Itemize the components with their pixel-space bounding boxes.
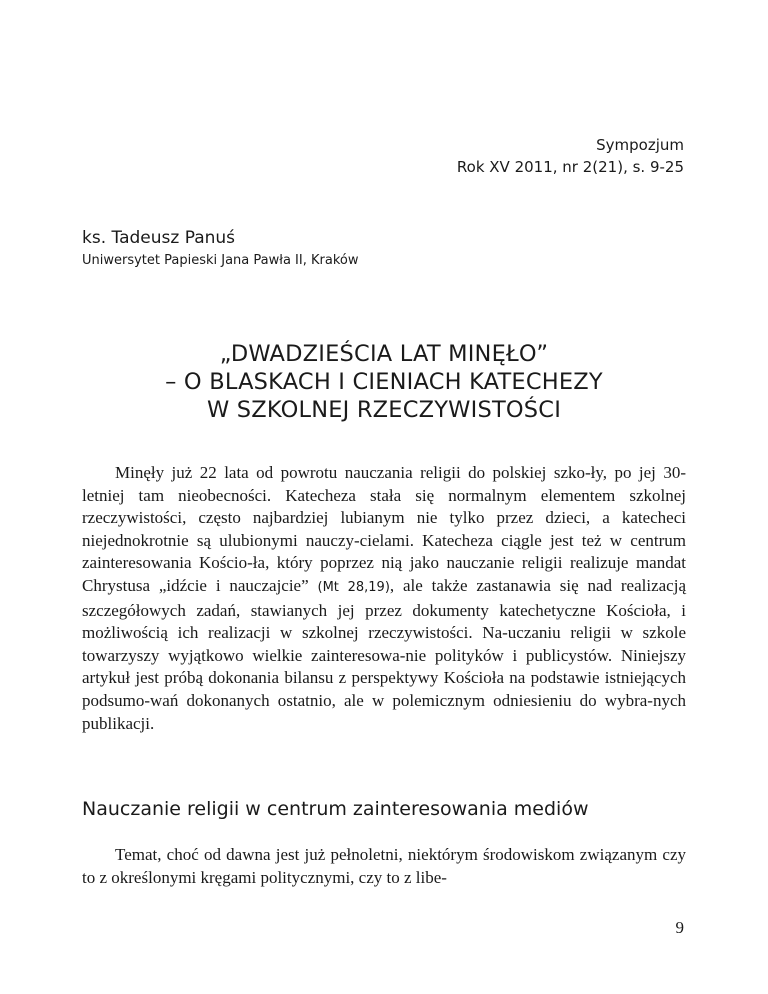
section-paragraph: Temat, choć od dawna jest już pełnoletni, niektórym środowiskom związanym czy to z określonymi kręgami politycznymi, czy to z libe- bbox=[82, 845, 686, 887]
intro-text-2: , ale także zastanawia się nad realizacją szczegółowych zadań, stawianych jej przez dokumenty katechetyczne Kościoła, i możliwością ich realizacji w szkolnej rzeczywistości. Na-uczaniu religii w szkole towarzyszy wyjątkowo wielkie zainteresowa-nie polityków i publicystów. Niniejszy artykuł jest próbą dokonania bilansu z perspektywy Kościoła na podstawie istniejących podsumo-wań dokonanych ostatnio, ale w polemicznym odniesieniu do wybra-nych publikacji. bbox=[82, 575, 686, 733]
author-name: ks. Tadeusz Panuś bbox=[82, 228, 236, 248]
section-body bbox=[82, 844, 686, 889]
section-heading: Nauczanie religii w centrum zainteresowania mediów bbox=[82, 798, 589, 820]
intro-text-1: Minęły już 22 lata od powrotu nauczania religii do polskiej szko-ły, po jej 30-letniej tam nieobecności. Katecheza stała się normalnym elementem szkolnej rzeczywistości, często najbardziej lubianym nie tylko przez dzieci, a katecheci niejednokrotnie są ulubionymi nauczy-cielami. Katecheza ciągle jest też w centrum zainteresowania Kościo-ła, który poprzez nią jako nauczanie religii realizuje mandat Chrystusa „idźcie i nauczajcie” bbox=[82, 463, 686, 595]
bible-reference: (Mt 28,19) bbox=[317, 579, 390, 595]
intro-section bbox=[82, 462, 686, 735]
title-line-1: „DWADZIEŚCIA LAT MINĘŁO” bbox=[219, 341, 549, 367]
title-line-3: W SZKOLNEJ RZECZYWISTOŚCI bbox=[206, 397, 562, 423]
journal-citation bbox=[457, 134, 684, 178]
article-title bbox=[82, 340, 686, 424]
intro-paragraph bbox=[82, 462, 686, 735]
journal-issue: Rok XV 2011, nr 2(21), s. 9-25 bbox=[456, 158, 684, 176]
page-number: 9 bbox=[675, 918, 684, 937]
title-line-2: – O BLASKACH I CIENIACH KATECHEZY bbox=[165, 369, 603, 395]
author-affiliation: Uniwersytet Papieski Jana Pawła II, Kraków bbox=[82, 253, 359, 268]
journal-name: Sympozjum bbox=[596, 136, 684, 154]
